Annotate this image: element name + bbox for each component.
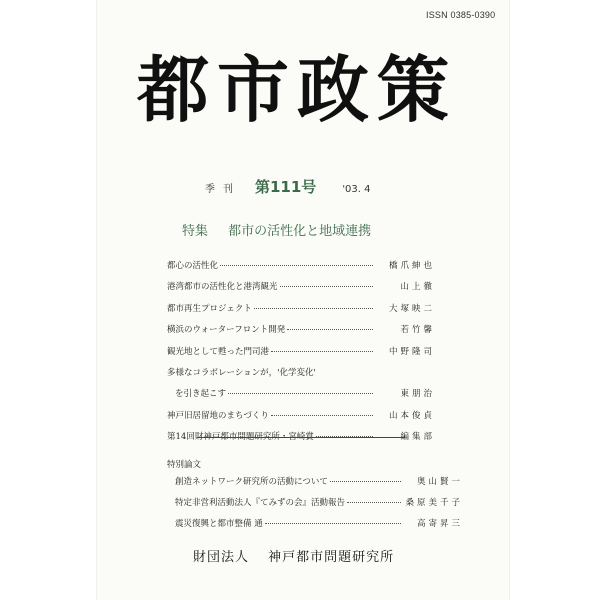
toc-item: 横浜のウォーターフロント開発 若竹馨 [167,325,435,336]
toc-item: 港湾都市の活性化と港湾観光 山上徹 [167,282,435,293]
issn: ISSN 0385-0390 [426,10,496,20]
toc-item: 第14回財神戸都市問題研究所・宮崎賞 編集部 [167,432,435,443]
quarterly-label: 季刊 [205,184,241,195]
publisher-type: 財団法人 [193,550,250,565]
toc-item: 都心の活性化 橋爪紳也 [167,261,435,271]
journal-title: 都市政策 [137,47,458,132]
feature-item: 震災復興と都市整備 通 高寄昇三 [175,519,463,529]
issue-date: '03. 4 [342,184,371,195]
feature-heading: 特別論文 [167,460,202,470]
feature-item: 創造ネットワーク研究所の活動について 奥山賢一 [175,477,463,487]
issue-number: 第111号 [255,178,317,196]
toc-item: 神戸旧居留地のまちづくり 山本俊貞 [167,410,435,421]
special-label: 特集 [182,224,209,239]
publisher [193,546,394,565]
journal-cover [97,0,509,600]
section-divider [197,437,405,438]
toc-item: を引き起こす 東朋治 [175,389,435,400]
special-feature-heading [182,220,371,239]
toc-item: 都市再生プロジェクト 大塚映二 [167,303,435,314]
toc-item: 観光地として甦った門司港 中野隆司 [167,346,435,357]
special-title: 都市の活性化と地域連携 [228,224,372,239]
toc-item: 多様なコラボレーションが，'化学変化' [167,368,316,379]
publisher-name: 神戸都市問題研究所 [268,550,395,565]
table-of-contents [167,256,435,449]
feature-contents [175,472,463,535]
feature-item: 特定非営利活動法人『てみずの会』活動報告 桑原美千子 [175,498,463,508]
issue-line [205,176,371,197]
